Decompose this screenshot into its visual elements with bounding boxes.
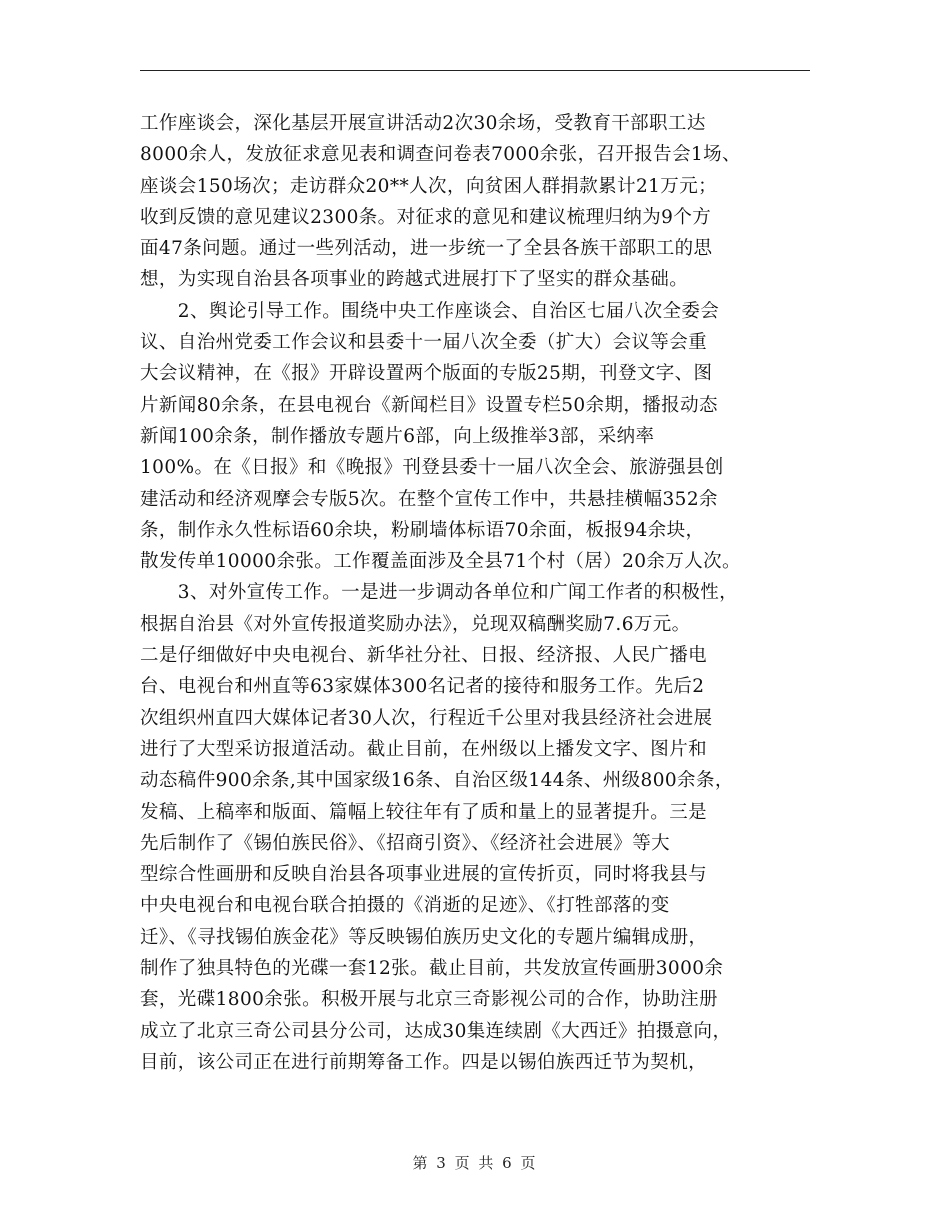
text-line: 100%。在《日报》和《晚报》刊登县委十一届八次全会、旅游强县创 [140,457,724,479]
text-line: 套，光碟1800余张。积极开展与北京三奇影视公司的合作，协助注册 [140,989,718,1011]
text-line: 动态稿件900余条,其中国家级16条、自治区级144条、州级800余条， [140,770,734,792]
text-line: 根据自治县《对外宣传报道奖励办法》，兑现双稿酬奖励7.6万元。 [140,613,691,635]
text-line: 目前，该公司正在进行前期筹备工作。四是以锡伯族西迁节为契机， [140,1051,708,1073]
text-line: 制作了独具特色的光碟一套12张。截止目前，共发放宣传画册3000余 [140,958,724,980]
text-line: 型综合性画册和反映自治县各项事业进展的宣传折页，同时将我县与 [140,864,708,886]
text-line: 片新闻80余条，在县电视台《新闻栏目》设置专栏50余期，播报动态 [140,394,718,416]
text-line: 建活动和经济观摩会专版5次。在整个宣传工作中，共悬挂横幅352余 [140,488,718,510]
page-number-footer: 第 3 页 共 6 页 [412,1154,538,1172]
document-body [140,108,820,1078]
text-line: 条，制作永久性标语60余块，粉刷墙体标语70余面，板报94余块， [140,519,705,541]
text-line: 座谈会150场次；走访群众20**人次，向贫困人群捐款累计21万元； [140,175,717,197]
text-line: 2、舆论引导工作。围绕中央工作座谈会、自治区七届八次全委会 [140,300,720,322]
text-line: 台、电视台和州直等63家媒体300名记者的接待和服务工作。先后2 [140,676,705,698]
text-line: 散发传单10000余张。工作覆盖面涉及全县71个村（居）20余万人次。 [140,551,741,573]
header-rule [140,70,810,71]
text-line: 面47条问题。通过一些列活动，进一步统一了全县各族干部职工的思 [140,238,713,260]
text-line: 次组织州直四大媒体记者30人次，行程近千公里对我县经济社会进展 [140,707,713,729]
text-line: 议、自治州党委工作会议和县委十一届八次全委（扩大）会议等会重 [140,332,708,354]
text-line: 工作座谈会，深化基层开展宣讲活动2次30余场，受教育干部职工达 [140,113,706,134]
text-line: 迁》、《寻找锡伯族金花》等反映锡伯族历史文化的专题片编辑成册， [140,926,708,948]
text-line: 发稿、上稿率和版面、篇幅上较往年有了质和量上的显著提升。三是 [140,801,708,823]
text-line: 大会议精神，在《报》开辟设置两个版面的专版25期，刊登文字、图 [140,363,713,385]
text-line: 成立了北京三奇公司县分公司，达成30集连续剧《大西迁》拍摄意向， [140,1020,732,1042]
text-line: 进行了大型采访报道活动。截止目前，在州级以上播发文字、图片和 [140,738,708,760]
text-line: 二是仔细做好中央电视台、新华社分社、日报、经济报、人民广播电 [140,645,708,667]
text-line: 收到反馈的意见建议2300条。对征求的意见和建议梳理归纳为9个方 [140,206,712,228]
text-line: 3、对外宣传工作。一是进一步调动各单位和广闻工作者的积极性， [140,582,739,604]
text-line: 8000余人，发放征求意见表和调查问卷表7000余张，召开报告会1场、 [140,144,741,166]
text-line: 新闻100余条，制作播放专题片6部，向上级推举3部，采纳率 [140,425,655,447]
text-line: 想，为实现自治县各项事业的跨越式进展打下了坚实的群众基础。 [140,269,689,291]
text-line: 先后制作了《锡伯族民俗》、《招商引资》、《经济社会进展》等大 [140,832,671,854]
text-line: 中央电视台和电视台联合拍摄的《消逝的足迹》、《打牲部落的变 [140,895,670,917]
